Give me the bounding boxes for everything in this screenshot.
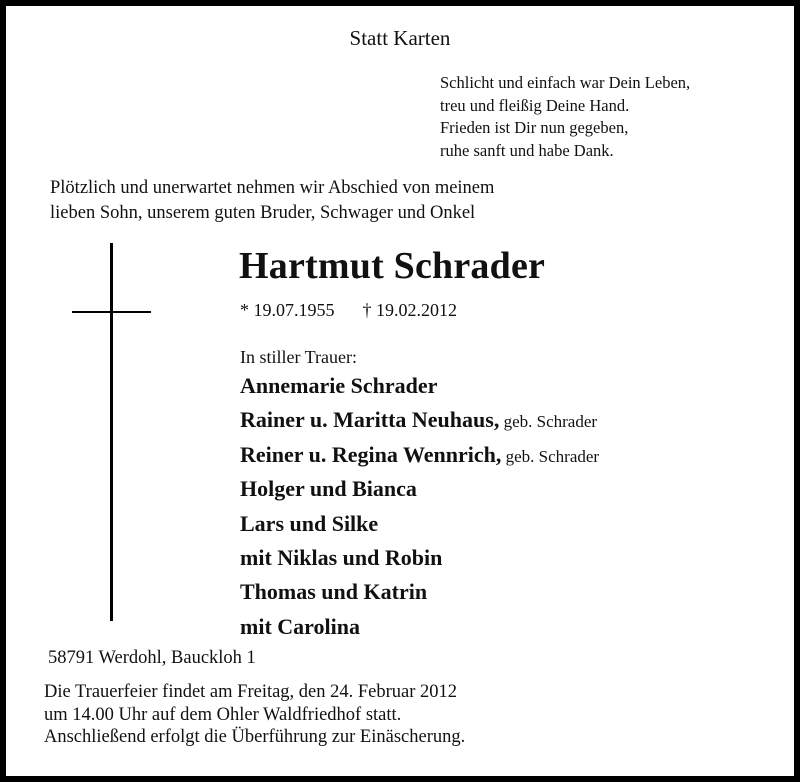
poem-line: treu und fleißig Deine Hand. — [440, 95, 630, 115]
mourner-line: Holger und Bianca — [240, 476, 417, 502]
obituary-notice — [6, 6, 794, 776]
mourner-line: Lars und Silke — [240, 510, 379, 536]
mourners-label: In stiller Trauer: — [240, 347, 357, 367]
birth-date: * 19.07.1955 — [240, 300, 335, 320]
mourner-line: Rainer u. Maritta Neuhaus, geb. Schrader — [240, 407, 598, 433]
intro-line: lieben Sohn, unserem guten Bruder, Schwager und Onkel — [50, 203, 476, 223]
cross-horizontal-bar — [72, 311, 151, 313]
ceremony-info — [44, 681, 465, 749]
mourner-line: Thomas und Katrin — [240, 579, 428, 605]
mourner-line: Annemarie Schrader — [240, 373, 438, 398]
address: 58791 Werdohl, Bauckloh 1 — [48, 648, 256, 668]
mourner-line: mit Carolina — [240, 613, 360, 639]
poem — [440, 72, 690, 162]
poem-line: ruhe sanft und habe Dank. — [440, 140, 614, 160]
death-date: † 19.02.2012 — [362, 300, 457, 320]
mourner-line: mit Niklas und Robin — [240, 545, 443, 571]
life-dates — [240, 300, 457, 321]
ceremony-line: Anschließend erfolgt die Überführung zur Einäscherung. — [44, 727, 466, 747]
poem-line: Schlicht und einfach war Dein Leben, — [440, 73, 691, 92]
header-statt-karten: Statt Karten — [349, 26, 451, 50]
mourner-line: Reiner u. Regina Wennrich, geb. Schrader — [240, 441, 600, 467]
intro-text — [50, 176, 494, 226]
mourners-block — [240, 344, 599, 645]
cross-vertical-bar — [110, 243, 113, 621]
deceased-name: Hartmut Schrader — [239, 245, 546, 287]
poem-line: Frieden ist Dir nun gegeben, — [440, 118, 629, 137]
intro-line: Plötzlich und unerwartet nehmen wir Abschied von meinem — [50, 178, 495, 198]
ceremony-line: um 14.00 Uhr auf dem Ohler Waldfriedhof statt. — [44, 704, 402, 725]
ceremony-line: Die Trauerfeier findet am Freitag, den 24. Februar 2012 — [44, 682, 458, 702]
